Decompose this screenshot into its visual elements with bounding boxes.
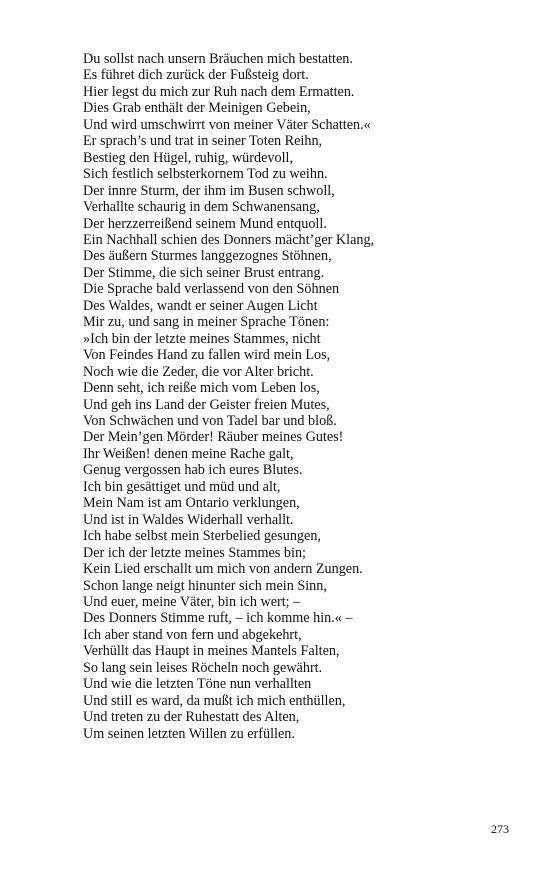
poem-line: Er sprach’s und trat in seiner Toten Reihn, [83,133,323,150]
poem-line: Noch wie die Zeder, die vor Alter bricht. [83,363,314,380]
poem-line: Der herzzerreißend seinem Mund entquoll. [83,215,327,232]
poem-line: Denn seht, ich reiße mich vom Leben los, [83,380,320,397]
poem-line: Hier legst du mich zur Ruh nach dem Ermatten. [83,83,355,100]
poem-line: So lang sein leises Röcheln noch gewährt. [83,659,323,676]
poem-line: Und treten zu der Ruhestatt des Alten, [83,709,300,726]
poem-line: Ich aber stand von fern und abgekehrt, [83,626,302,643]
poem-line: Dies Grab enthält der Meinigen Gebein, [83,100,311,117]
poem-line: Ein Nachhall schien des Donners mächt’ger Klang, [83,231,375,248]
poem-line: Und euer, meine Väter, bin ich wert; – [83,593,301,610]
poem-line: Und geh ins Land der Geister freien Mutes, [83,396,330,413]
poem-line: Der Stimme, die sich seiner Brust entrang. [83,264,325,281]
poem-line: Der Mein’gen Mörder! Räuber meines Gutes! [83,429,344,446]
poem-line: Von Schwächen und von Tadel bar und bloß. [83,412,337,429]
poem-line: Verhallte schaurig in dem Schwanensang, [83,199,320,216]
poem-line: Und ist in Waldes Widerhall verhallt. [83,511,294,528]
poem-text [83,51,374,742]
poem-line: Des Donners Stimme ruft, – ich komme hin.« – [83,610,353,627]
poem-line: »Ich bin der letzte meines Stammes, nicht [83,330,321,347]
poem-line: Kein Lied erschallt um mich von andern Zungen. [83,561,363,578]
poem-line: Mein Nam ist am Ontario verklungen, [83,495,300,512]
poem-line: Des Waldes, wandt er seiner Augen Licht [83,297,318,314]
poem-line: Um seinen letzten Willen zu erfüllen. [83,725,295,742]
poem-line: Der innre Sturm, der ihm im Busen schwoll, [83,182,335,199]
poem-line: Ich bin gesättiget und müd und alt, [83,478,281,495]
poem-line: Der ich der letzte meines Stammes bin; [83,544,306,561]
poem-line: Genug vergossen hab ich eures Blutes. [83,462,303,479]
poem-line: Schon lange neigt hinunter sich mein Sinn, [83,577,327,594]
poem-line: Sich festlich selbsterkornem Tod zu weihn. [83,166,328,183]
poem-line: Und wird umschwirrt von meiner Väter Schatten.« [83,116,371,133]
poem-line: Und still es ward, da mußt ich mich enthüllen, [83,692,346,709]
poem-line: Verhüllt das Haupt in meines Mantels Falten, [83,643,340,660]
poem-line: Ich habe selbst mein Sterbelied gesungen, [83,528,321,545]
poem-line: Mir zu, und sang in meiner Sprache Tönen: [83,314,330,331]
poem-line: Du sollst nach unsern Bräuchen mich bestatten. [83,51,353,67]
poem-line: Bestieg den Hügel, ruhig, würdevoll, [83,149,294,166]
poem-line: Von Feindes Hand zu fallen wird mein Los, [83,347,331,364]
poem-line: Des äußern Sturmes langgezognes Stöhnen, [83,248,332,265]
poem-line: Die Sprache bald verlassend von den Söhnen [83,281,340,298]
poem-line: Und wie die letzten Töne nun verhallten [83,676,312,693]
poem-line: Es führet dich zurück der Fußsteig dort. [83,67,309,84]
poem-line: Ihr Weißen! denen meine Rache galt, [83,445,294,462]
page-number: 273 [491,822,509,836]
